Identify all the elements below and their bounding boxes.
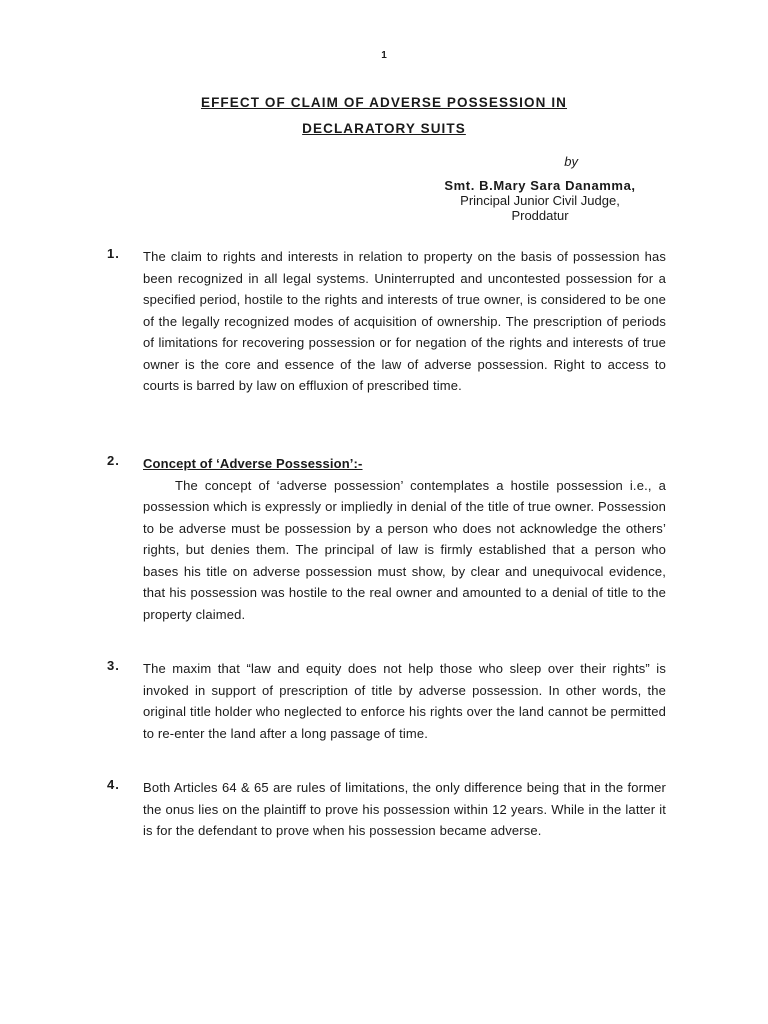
paragraph-body (143, 453, 666, 625)
byline-by: by (564, 154, 578, 169)
paragraph-number: 2. (107, 453, 120, 468)
paragraph-text: Both Articles 64 & 65 are rules of limitations, the only difference being that in the former the onus lies on the plaintiff to prove his possession within 12 years. While in the latter it is for the defendant to prove when his possession became adverse. (143, 780, 666, 838)
paragraph-number: 4. (107, 777, 120, 792)
document-title-line-2: DECLARATORY SUITS (302, 121, 466, 136)
author-place: Proddatur (511, 208, 569, 223)
paragraph-number: 3. (107, 658, 120, 673)
paragraph-text: The maxim that “law and equity does not help those who sleep over their rights” is invoked in support of prescription of title by adverse possession. In other words, the original title holder who neglected to enforce his rights over the land cannot be permitted to re-enter the land after a long passage of time. (143, 661, 666, 741)
paragraph-text: The concept of ‘adverse possession’ contemplates a hostile possession i.e., a possession which is expressly or impliedly in denial of the title of true owner. Possession to be adverse must be possession by a person who does not acknowledge the others’ rights, but denies them. The principal of law is firmly established that a person who bases his title on adverse possession must show, by clear and unequivocal evidence, that his possession was hostile to the real owner and amounted to a denial of title to the property claimed. (143, 477, 666, 622)
paragraph-text: The claim to rights and interests in relation to property on the basis of possession has been recognized in all legal systems. Uninterrupted and uncontested possession for a specified period, hostile to the rights and interests of true owner, is considered to be one of the legally recognized modes of acquisition of ownership. The prescription of periods of limitations for recovering possession or for negation of the rights and interests of true owner is the core and essence of the law of adverse possession. Right to access to courts is barred by law on effluxion of prescribed time. (143, 249, 666, 393)
document-title-line-1: EFFECT OF CLAIM OF ADVERSE POSSESSION IN (200, 95, 568, 110)
author-name: Smt. B.Mary Sara Danamma, (444, 178, 636, 193)
paragraph-number: 1. (107, 246, 120, 261)
section-heading: Concept of ‘Adverse Possession’:- (143, 456, 363, 471)
page-number: 1 (381, 50, 387, 61)
author-designation: Principal Junior Civil Judge, (460, 193, 620, 208)
